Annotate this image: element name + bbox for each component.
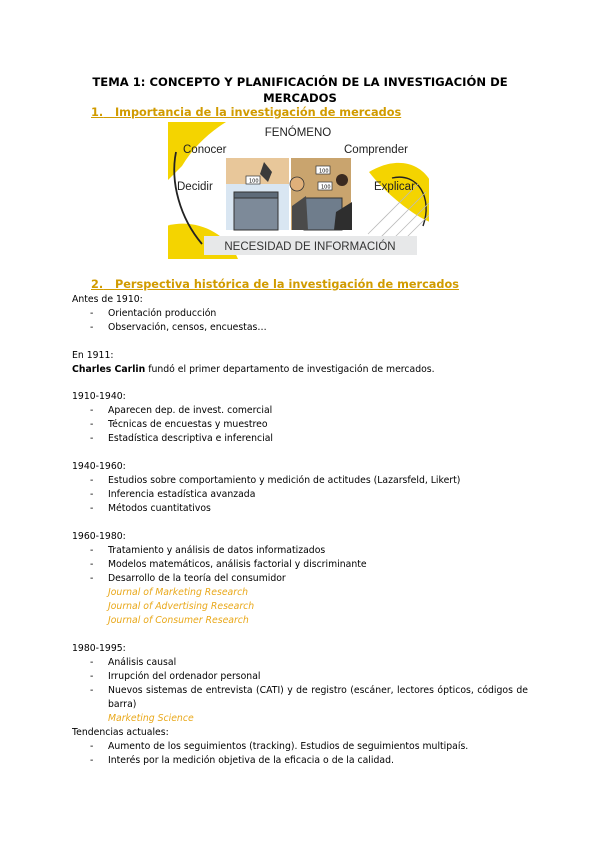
document-title-line1: TEMA 1: CONCEPTO Y PLANIFICACIÓN DE LA INVESTIGACIÓN DE xyxy=(92,75,508,89)
list-item: Aparecen dep. de invest. comercial xyxy=(108,405,273,416)
figure-label-explain: Explicar xyxy=(374,181,415,193)
carlin-text: fundó el primer departamento de investigación de mercados. xyxy=(145,364,435,375)
bullet-dash: - xyxy=(90,671,94,682)
bullet-dash: - xyxy=(90,657,94,668)
bullet-dash: - xyxy=(90,489,94,500)
period-label-1980-1995: 1980-1995: xyxy=(72,643,126,654)
bullet-dash: - xyxy=(90,559,94,570)
list-item: Aumento de los seguimientos (tracking). Estudios de seguimientos multipaís. xyxy=(108,741,469,752)
list-item: Estudios sobre comportamiento y medición de actitudes (Lazarsfeld, Likert) xyxy=(108,475,461,486)
list-item: Irrupción del ordenador personal xyxy=(108,671,261,682)
bullet-dash: - xyxy=(90,545,94,556)
bullet-dash: - xyxy=(90,419,94,430)
carlin-paragraph xyxy=(72,364,435,376)
bullet-dash: - xyxy=(90,308,94,319)
left-ballot-box xyxy=(234,196,278,230)
left-box-label: 100 xyxy=(249,178,259,185)
list-item: Estadística descriptiva e inferencial xyxy=(108,433,273,444)
right-box-label: 100 xyxy=(321,184,331,191)
list-item: Modelos matemáticos, análisis factorial y discriminante xyxy=(108,559,367,570)
section2-number: 2. xyxy=(91,278,104,291)
section1-title: Importancia de la investigación de mercados xyxy=(114,106,402,119)
period-label-1911: En 1911: xyxy=(72,350,114,361)
list-item: Análisis causal xyxy=(108,657,177,668)
period-label-trends: Tendencias actuales: xyxy=(72,727,169,738)
list-item: Métodos cuantitativos xyxy=(108,503,211,514)
period-label-1960-1980: 1960-1980: xyxy=(72,531,126,542)
bullet-dash: - xyxy=(90,755,94,766)
section1-heading xyxy=(91,106,401,119)
journal-title: Journal of Advertising Research xyxy=(108,601,255,612)
figure-label-understand: Comprender xyxy=(344,144,408,156)
list-item: Observación, censos, encuestas… xyxy=(108,322,267,333)
bullet-dash: - xyxy=(90,405,94,416)
bullet-dash: - xyxy=(90,741,94,752)
figure-label-decide: Decidir xyxy=(177,181,213,193)
bullet-dash: - xyxy=(90,433,94,444)
bullet-dash: - xyxy=(90,503,94,514)
figure-label-phenomenon: FENÓMENO xyxy=(264,127,332,139)
section1-number: 1. xyxy=(91,106,104,119)
period-label-before-1910: Antes de 1910: xyxy=(72,294,143,305)
bullet-dash: - xyxy=(90,573,94,584)
document-title-line2: MERCADOS xyxy=(263,91,337,105)
list-item: Técnicas de encuestas y muestreo xyxy=(108,419,268,430)
market-research-figure xyxy=(168,122,429,259)
list-item: Tratamiento y análisis de datos informatizados xyxy=(108,545,326,556)
figure-label-know: Conocer xyxy=(183,144,227,156)
bullet-dash: - xyxy=(90,685,94,696)
list-item: Desarrollo de la teoría del consumidor xyxy=(108,573,286,584)
list-item: Interés por la medición objetiva de la eficacia o de la calidad. xyxy=(108,755,394,766)
carlin-name: Charles Carlin xyxy=(72,364,146,375)
bullet-dash: - xyxy=(90,322,94,333)
list-item: Orientación producción xyxy=(108,308,217,319)
period-label-1910-1940: 1910-1940: xyxy=(72,391,126,402)
bullet-dash: - xyxy=(90,475,94,486)
section2-heading xyxy=(91,278,459,291)
journal-title: Marketing Science xyxy=(108,713,194,724)
list-item-continuation: barra) xyxy=(108,699,137,710)
figure-banner-text: NECESIDAD DE INFORMACIÓN xyxy=(224,241,396,253)
right-box-label-top: 100 xyxy=(319,168,329,175)
figure-illustration xyxy=(168,122,429,259)
period-label-1940-1960: 1940-1960: xyxy=(72,461,126,472)
journal-title: Journal of Marketing Research xyxy=(108,587,249,598)
list-item: Nuevos sistemas de entrevista (CATI) y de registro (escáner, lectores ópticos, códigos de xyxy=(108,685,528,696)
journal-title: Journal of Consumer Research xyxy=(108,615,249,626)
list-item: Inferencia estadística avanzada xyxy=(108,489,256,500)
section2-title: Perspectiva histórica de la investigación de mercados xyxy=(114,278,459,291)
